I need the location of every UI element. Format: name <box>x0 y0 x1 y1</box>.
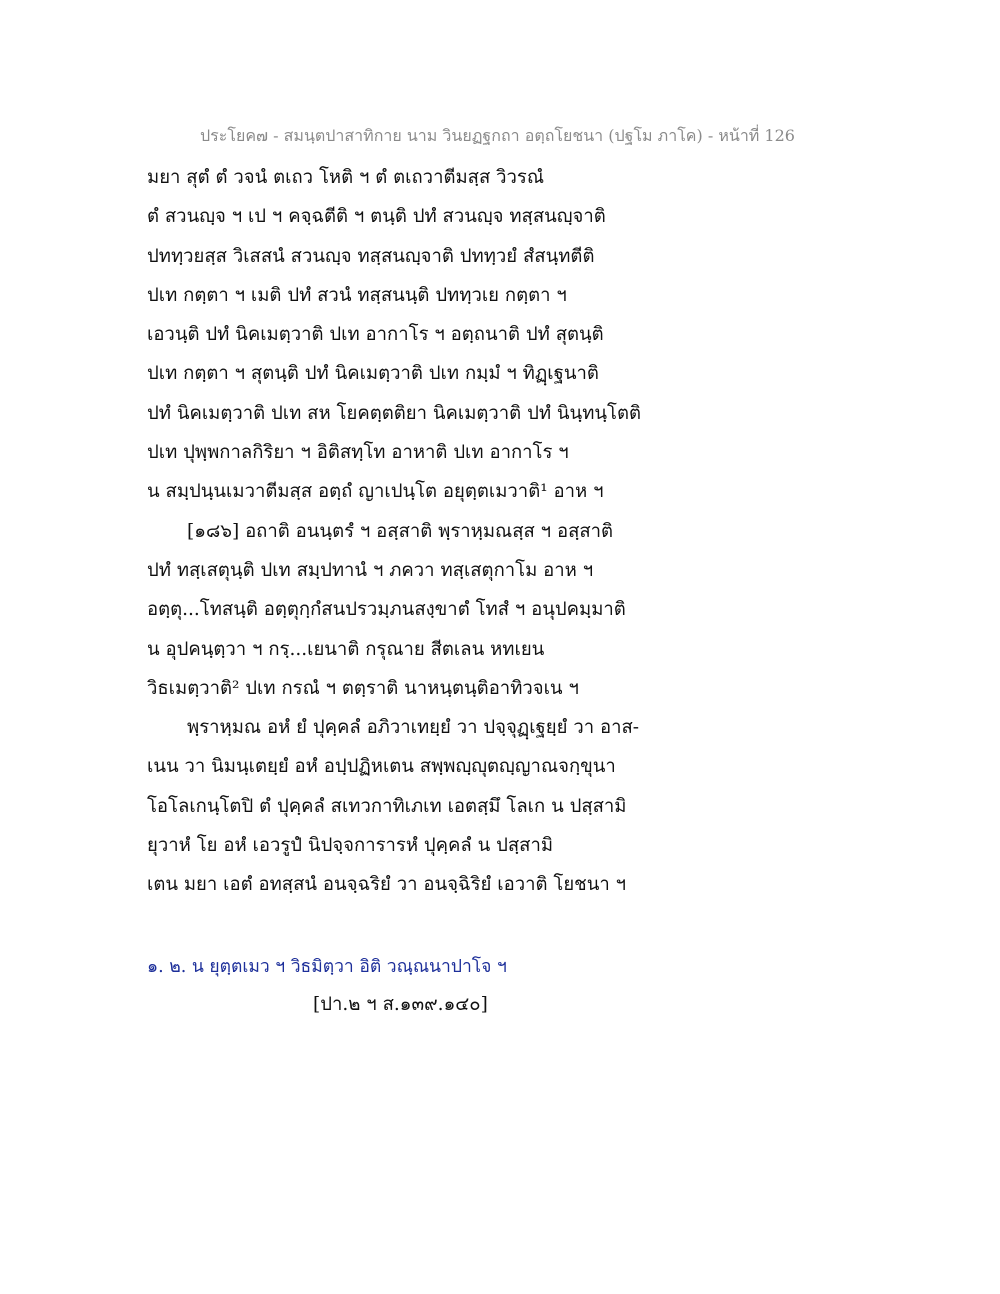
text-line: ตํ สวนญฺจ ฯ เป ฯ คจฺฉตีติ ฯ ตนฺติ ปทํ สวนญฺจ ทสฺสนญฺจาติ <box>147 206 606 228</box>
text-line: อตฺตุ...โทสนฺติ อตฺตุกฺกํสนปรวมฺภนสงฺขาตํ โทสํ ฯ อนุปคมฺมาติ <box>147 599 626 621</box>
footnote: ๑. ๒. น ยุตฺตเมว ฯ วิธมิตฺวา อิติ วณฺณนาปาโจ ฯ <box>147 957 507 977</box>
pali-text-body <box>147 158 847 905</box>
text-line: เตน มยา เอตํ อทสฺสนํ อนจฺฉริยํ วา อนจฺฉิริยํ เอวาติ โยชนา ฯ <box>147 874 627 896</box>
text-line: ปททฺวยสฺส วิเสสนํ สวนญฺจ ทสฺสนญฺจาติ ปททฺวยํ สํสนฺทตีติ <box>147 245 595 267</box>
text-line: ยุวาหํ โย อหํ เอวรูปํ นิปจฺจการารหํ ปุคฺคลํ น ปสฺสามิ <box>147 835 554 857</box>
text-line: ปทํ ทสฺเสตุนฺติ ปเท สมฺปทานํ ฯ ภควา ทสฺเสตุกาโม อาห ฯ <box>147 559 594 581</box>
text-line: ปเท กตฺตา ฯ เมติ ปทํ สวนํ ทสฺสนนฺติ ปททฺวเย กตฺตา ฯ <box>147 284 567 306</box>
text-line: มยา สุตํ ตํ วจนํ ตเถว โหติ ฯ ตํ ตเถวาตีมสฺส วิวรณํ <box>147 167 545 188</box>
text-line: ปเท ปุพฺพกาลกิริยา ฯ อิติสทฺโท อาหาติ ปเท อากาโร ฯ <box>147 442 569 464</box>
text-line: เนน วา นิมนฺเตยฺยํ อหํ อปฺปฏิหเตน สพฺพญฺญุตญฺญาณจกฺขุนา <box>147 756 616 778</box>
text-line: โอโลเกนฺโตปิ ตํ ปุคฺคลํ สเทวกาทิเภเท เอตสฺมึ โลเก น ปสฺสามิ <box>147 795 627 817</box>
paragraph-start-line: [๑๘๖] อถาติ อนนฺตรํ ฯ อสฺสาติ พฺราหฺมณสฺส ฯ อสฺสาติ <box>187 520 614 542</box>
text-line: น อุปคนฺตฺวา ฯ กรฺ...เยนาติ กรุณาย สีตเลน หทเยน <box>147 638 545 660</box>
text-line: ปทํ นิคเมตฺวาติ ปเท สห โยคตฺตติยา นิคเมตฺวาติ ปทํ นินฺทนฺโตติ <box>147 402 641 424</box>
paragraph-start-line: พฺราหฺมณ อหํ ยํ ปุคฺคลํ อภิวาเทยฺยํ วา ปจฺจุฏฺเฐยฺยํ วา อาส- <box>187 717 640 739</box>
text-line: วิธเมตฺวาติ² ปเท กรณํ ฯ ตตฺราติ นาหนฺตนฺติอาทิวจเน ฯ <box>147 677 579 699</box>
text-line: น สมฺปนฺนเมวาตีมสฺส อตฺถํ ญาเปนฺโต อยุตฺตเมวาติ¹ อาห ฯ <box>147 481 604 503</box>
page-reference: [ปา.๒ ฯ ส.๑๓๙.๑๔๐] <box>313 994 488 1015</box>
text-line: ปเท กตฺตา ฯ สุตนฺติ ปทํ นิคเมตฺวาติ ปเท กมฺมํ ฯ ทิฏฺเฐนาติ <box>147 363 599 385</box>
page-header: ประโยค๗ - สมนฺตปาสาทิกาย นาม วินยฏฐกถา อตฺถโยชนา (ปฐโม ภาโค) - หน้าที่ 126 <box>200 126 795 145</box>
text-line: เอวนฺติ ปทํ นิคเมตฺวาติ ปเท อากาโร ฯ อตฺถนาติ ปทํ สุตนฺติ <box>147 324 604 346</box>
